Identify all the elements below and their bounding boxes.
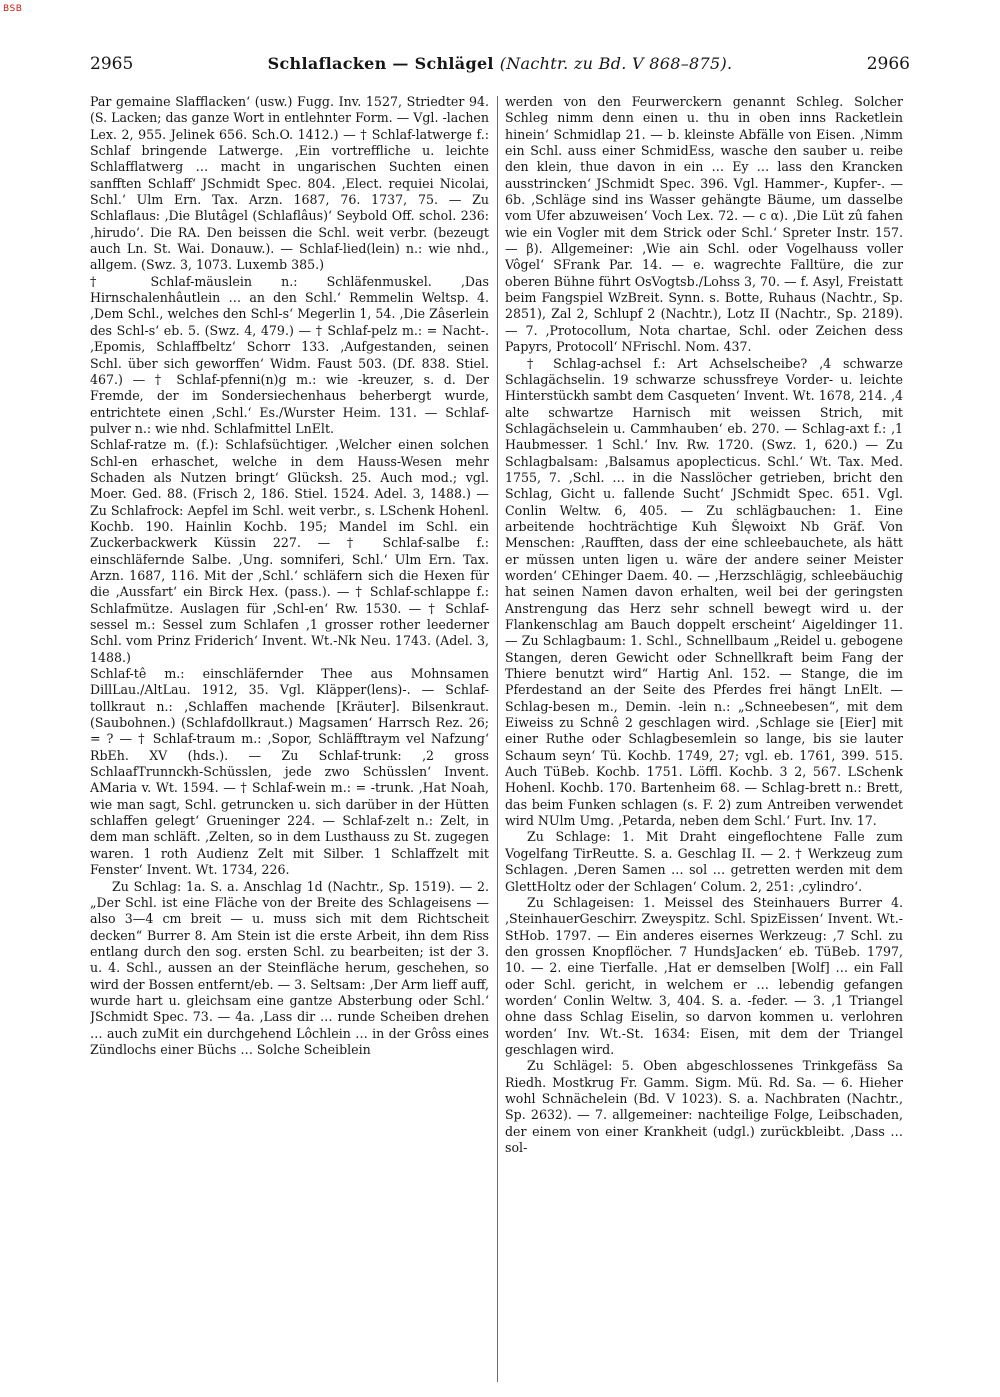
right-column xyxy=(505,94,903,1384)
running-title-lemmas: Schlaflacken — Schlägel xyxy=(267,54,494,73)
paragraph: werden von den Feurwerckern genannt Schleg. Solcher Schleg nimm denn einen u. thu in oben inns Racketlein hinein‘ Schmidlap 21. — b. kleinste Abfälle von Eisen. ‚Nimm ein Schl. auss einer SchmidEss, wasche den sauber u. reibe den klein, thue davon in ein … Ey … lass den Krancken ausstrincken‘ JSchmidt Spec. 396. Vgl. Hammer-, Kupfer-. — 6b. ‚Schläge sind ins Wasser gehängte Bäume, um dasselbe vom Ufer abzuweisen‘ Voch Lex. 72. — c α). ‚Die Lüt zû fahen wie ein Vogler mit dem Strick oder Schl.‘ Spreter Instr. 157. — β). Allgemeiner: ‚Wie ain Schl. oder Vogelhauss voller Vôgel‘ SFrank Par. 14. — e. wagrechte Falltüre, die zur oberen Bühne führt OsVogtsb./Lohss 3, 70. — f. Asyl, Freistatt beim Fangspiel WzBreit. Synn. s. Botte, Ruhaus (Nachtr., Sp. 2851), Zal 2, Schlupf 2 (Nachtr.), Lotz II (Nachtr., Sp. 2189). — 7. ‚Protocollum, Nota chartae, Schl. oder Zeichen dess Papyrs, Protocoll‘ NFrischl. Nom. 437. xyxy=(505,94,903,355)
column-divider xyxy=(497,96,498,1382)
page-number-left: 2965 xyxy=(90,54,134,74)
running-title-note: (Nachtr. zu Bd. V 868–875). xyxy=(499,54,733,73)
paragraph: Zu Schlag: 1a. S. a. Anschlag 1d (Nachtr., Sp. 1519). — 2. „Der Schl. ist eine Fläche von der Breite des Schlageisens — also 3—4 cm breit — u. muss sich mit dem Richtscheit decken“ Burrer 8. Am Stein ist die erste Arbeit, ihn dem Riss entlang durch den sog. ersten Schl. zu bearbeiten; ist der 3. u. 4. Schl., aussen an der Steinfläche herum, geschehen, so wird der Bossen entfernt/eb. — 3. Seltsam: ‚Der Arm lieff auff, wurde hart u. gleichsam eine gantze Absterbung oder Schl.‘ JSchmidt Spec. 73. — 4a. ‚Lass dir … runde Scheiben drehen … auch zuMit ein durchgehend Lôchlein … in der Grôss eines Zündlochs einer Büchs … Solche Scheiblein xyxy=(90,878,489,1057)
paragraph: Zu Schlageisen: 1. Meissel des Steinhauers Burrer 4. ‚SteinhauerGeschirr. Zweyspitz. Schl. SpizEissen‘ Invent. Wt.-StHob. 1797. — Ein anderes eisernes Werkzeug: ‚7 Schl. zu den grossen Knopflöcher. 7 HundsJacken‘ eb. TüBeb. 1797, 10. — 2. eine Tierfalle. ‚Hat er demselben [Wolf] … ein Fall oder Schl. gericht, in welchem er … lebendig gefangen worden‘ Conlin Weltw. 3, 404. S. a. -feder. — 3. ‚1 Triangel ohne dass Schlag Eiselin, so darvon kommen u. verlohren worden‘ Inv. Wt.-St. 1634: Eisen, mit dem der Triangel geschlagen wird. xyxy=(505,894,903,1057)
running-title xyxy=(90,54,910,73)
library-stamp: BSB xyxy=(3,4,23,14)
paragraph: Zu Schlage: 1. Mit Draht eingeflochtene Falle zum Vogelfang TirReutte. S. a. Geschlag II. — 2. † Werkzeug zum Schlagen. ‚Deren Samen … sol … getretten werden mit dem GlettHoltz oder der Schlagen‘ Colum. 2, 251: ‚cylindro‘. xyxy=(505,829,903,894)
paragraph: Zu Schlägel: 5. Oben abgeschlossenes Trinkgefäss Sa Riedh. Mostkrug Fr. Gamm. Sigm. Mü. Rd. Sa. — 6. Hieher wohl Schnächelein (Bd. V 1023). S. a. Nachbraten (Nachtr., Sp. 2632). — 7. allgemeiner: nachteilige Folge, Leibschaden, der einem von einer Krankheit (udgl.) zurückbleibt. ‚Dass … sol- xyxy=(505,1058,903,1155)
left-column xyxy=(90,94,489,1384)
paragraph: Par gemaine Slafflacken‘ (usw.) Fugg. Inv. 1527, Striedter 94. (S. Lacken; das ganze Wort in entlehnter Form. — Vgl. -lachen Lex. 2, 955. Jelinek 656. Sch.O. 1412.) — † Schlaf-latwerge f.: Schlaf bringende Latwerge. ‚Ein vortreffliche u. leichte Schlafflatwerg … macht in ungarischen Suchten einen sanfften Schlaff‘ JSchmidt Spec. 804. ‚Elect. requiei Nicolai, Schl.‘ Ulm Ern. Tax. Arzn. 1687, 76. 1737, 75. — Zu Schlaflaus: ‚Die Blutâgel (Schlaflâus)‘ Seybold Off. schol. 236: ‚hirudo‘. Die RA. Den beissen die Schl. weit verbr. (bezeugt auch Ln. St. Wai. Donauw.). — Schlaf-lied(lein) n.: wie nhd., allgem. (Swz. 3, 1073. Luxemb 385.) xyxy=(90,94,489,273)
page-number-right: 2966 xyxy=(866,54,910,74)
paragraph: Schlaf-ratze m. (f.): Schlafsüchtiger. ‚Welcher einen solchen Schl-en erhaschet, welche in dem Hauss-Wesen mehr Schaden als Nutzen bringt‘ Glücksh. 25. Auch mod.; vgl. Moer. Ged. 88. (Frisch 2, 186. Stiel. 1524. Adel. 3, 1488.) — Zu Schlafrock: Aepfel im Schl. weit verbr., s. LSchenk Hohenl. Kochb. 190. Hainlin Kochb. 195; Mandel im Schl. ein Zuckerbackwerk Küssin 227. — † Schlaf-salbe f.: einschläfernde Salbe. ‚Ung. somniferi, Schl.‘ Ulm Ern. Tax. Arzn. 1687, 116. Mit der ‚Schl.‘ schläfern sich die Hexen für die ‚Aussfart‘ ein Birck Hex. (pass.). — † Schlaf-schlappe f.: Schlafmütze. Auslagen für ‚Schl-en‘ Rw. 1530. — † Schlaf-sessel m.: Sessel zum Schlafen ‚1 grosser rother leederner Schl. vom Prinz Friderich‘ Invent. Wt.-Nk Neu. 1743. (Adel. 3, 1488.) xyxy=(90,437,489,665)
paragraph: † Schlag-achsel f.: Art Achselscheibe? ‚4 schwarze Schlagächselin. 19 schwarze schussfreye Vorder- u. leichte Hinterstückh sambt dem Casqueten‘ Invent. Wt. 1678, 214. ‚4 alte schwartze Harnisch mit weissen Strich, mit Schlagächselein u. Cammhauben‘ eb. 270. — Schlag-axt f.: ‚1 Haubmesser. 1 Schl.‘ Inv. Rw. 1720. (Swz. 1, 620.) — Zu Schlagbalsam: ‚Balsamus apoplecticus. Schl.‘ Wt. Tax. Med. 1755, 7. ‚Schl. … in die Nasslöcher getrieben, bricht den Schlag, Gicht u. fallende Sucht‘ JSchmidt Spec. 651. Vgl. Conlin Weltw. 6, 405. — Zu schlägbauchen: 1. Eine arbeitende hochträchtige Kuh Šlęwoixt Nb Gräf. Von Menschen: ‚Raufften, dass der eine schleebauchete, als hätt er müssen unten ligen u. wäre der andere seiner Meister worden‘ CEhinger Daem. 40. — ‚Herzschlägig, schleebäuchig hat seinen Namen davon erhalten, weil bei der geringsten Anstrengung das Herz sehr schnell bewegt wird u. der Flankenschlag am Bauch doppelt erscheint‘ Aigeldinger 11. — Zu Schlagbaum: 1. Schl., Schnellbaum „Reidel u. gebogene Stangen, deren Gewicht oder Schnellkraft beim Fang der Thiere benutzt wird“ Hartig Anl. 152. — Stange, die im Pferdestand an der Seite des Pferdes frei hängt LnElt. — Schlag-besen m., Demin. -lein n.: „Schneebesen“, mit dem Eiweiss zu Schnê 2 geschlagen wird. ‚Schlage sie [Eier] mit einer Ruthe oder Schlagbesemlein so lange, bis sie lauter Schaum seyn‘ Tü. Kochb. 1749, 27; vgl. eb. 1761, 399. 515. Auch TüBeb. Kochb. 1751. Löffl. Kochb. 3 2, 567. LSchenk Hohenl. Kochb. 170. Bartenheim 68. — Schlag-brett n.: Brett, das beim Funken schlagen (s. F. 2) zum Antreiben verwendet wird NUlm Umg. ‚Petarda, neben dem Schl.‘ Furt. Inv. 17. xyxy=(505,355,903,829)
paragraph: Schlaf-tê m.: einschläfernder Thee aus Mohnsamen DillLau./AltLau. 1912, 35. Vgl. Kläpper(lens)-. — Schlaf-tollkraut n.: ‚Schlaffen machende [Kräuter]. Bilsenkraut. (Saubohnen.) (Schlafdollkraut.) Magsamen‘ Harrsch Rez. 26; = ? — † Schlaf-traum m.: ‚Sopor, Schläfftraym vel Nafzung‘ RbEh. XV (hds.). — Zu Schlaf-trunk: ‚2 gross SchlaafTrunnckh-Schüsslen, jede zwo Schüsslen‘ Invent. AMaria v. Wt. 1594. — † Schlaf-wein m.: = -trunk. ‚Hat Noah, wie man sagt, Schl. getruncken u. sich darüber in der Hütten schlaffen gelegt‘ Grueninger 224. — Schlaf-zelt n.: Zelt, in dem man schläft. ‚Zelten, so in dem Lusthauss zu St. zugegen waren. 1 roth Audienz Zelt mit Silber. 1 Schlaffzelt mit Fenster‘ Invent. Wt. 1734, 226. xyxy=(90,666,489,878)
paragraph: † Schlaf-mäuslein n.: Schläfenmuskel. ‚Das Hirnschalenhâutlein … an den Schl.‘ Remmelin Weltsp. 4. ‚Dem Schl., welches den Schl-s‘ Megerlin 1, 54. ‚Die Zâserlein des Schl-s‘ eb. 5. (Swz. 4, 479.) — † Schlaf-pelz m.: = Nacht-. ‚Epomis, Schlaffbeltz‘ Schorr 133. ‚Aufgestanden, seinen Schl. über sich geworffen‘ Widm. Faust 503. (Df. 838. Stiel. 467.) — † Schlaf-pfenni(n)g m.: wie -kreuzer, s. d. Der Fremde, der im Sondersiechenhaus beherbergt wurde, entrichtete einen ‚Schl.‘ Es./Wurster Heim. 131. — Schlaf-pulver n.: wie nhd. Schlafmittel LnElt. xyxy=(90,273,489,436)
page-header xyxy=(90,50,910,78)
